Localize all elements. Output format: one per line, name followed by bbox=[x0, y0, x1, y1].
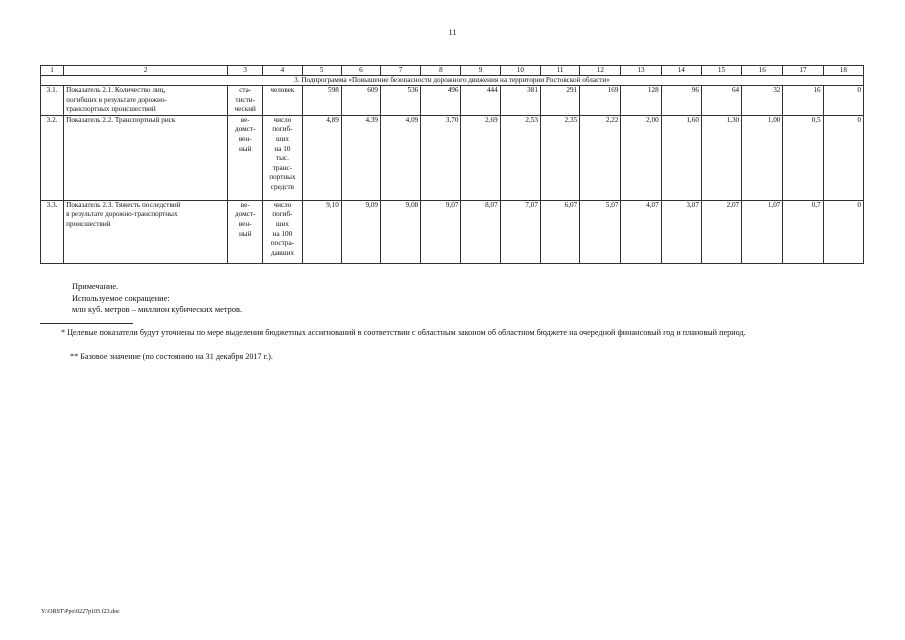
indicator-type-line: ве- bbox=[240, 115, 250, 124]
value-cell: 2,69 bbox=[461, 115, 500, 200]
value-cell: 9,09 bbox=[341, 200, 380, 263]
indicator-type-line: домст- bbox=[235, 210, 256, 219]
unit bbox=[263, 200, 302, 263]
header-cell: 18 bbox=[823, 66, 863, 76]
unit bbox=[263, 115, 302, 200]
row-number: 3.2. bbox=[41, 115, 64, 200]
footer-file-path: Y:\ORST\Ppo\0227p105.f23.doc bbox=[41, 609, 120, 615]
notes-block bbox=[72, 281, 242, 316]
indicator-name bbox=[64, 200, 228, 263]
unit-line: тыс. bbox=[275, 154, 289, 163]
header-cell: 14 bbox=[661, 66, 701, 76]
header-cell: 9 bbox=[461, 66, 500, 76]
value-cell: 2,53 bbox=[500, 115, 540, 200]
notes-abbr-title: Используемое сокращение: bbox=[72, 293, 170, 303]
value-cell: 169 bbox=[580, 86, 621, 116]
indicator-name-line: транспортных происшествий bbox=[66, 105, 156, 114]
indicator-type-line: тисти- bbox=[235, 95, 255, 104]
header-cell: 5 bbox=[302, 66, 341, 76]
indicator-type-line: домст- bbox=[235, 125, 256, 134]
unit-line: ших bbox=[275, 134, 289, 143]
value-cell: 3,07 bbox=[661, 200, 701, 263]
table-row bbox=[41, 200, 864, 263]
value-cell: 381 bbox=[500, 86, 540, 116]
value-cell: 2,00 bbox=[621, 115, 661, 200]
unit-line: портных bbox=[269, 173, 296, 182]
indicator-name-line: в результате дорожно-транспортных bbox=[66, 210, 178, 219]
value-cell: 64 bbox=[701, 86, 741, 116]
value-cell: 1,00 bbox=[742, 115, 783, 200]
header-cell: 15 bbox=[701, 66, 741, 76]
unit-line: человек bbox=[270, 86, 295, 94]
value-cell: 2,22 bbox=[580, 115, 621, 200]
unit-line: погиб- bbox=[272, 210, 293, 219]
value-cell: 1,60 bbox=[661, 115, 701, 200]
value-cell: 3,70 bbox=[421, 115, 461, 200]
header-cell: 11 bbox=[540, 66, 579, 76]
value-cell: 0,5 bbox=[783, 115, 823, 200]
value-cell: 609 bbox=[341, 86, 380, 116]
value-cell: 4,89 bbox=[302, 115, 341, 200]
value-cell: 444 bbox=[461, 86, 500, 116]
value-cell: 8,07 bbox=[461, 200, 500, 263]
header-cell: 4 bbox=[263, 66, 302, 76]
footnote-separator bbox=[40, 323, 133, 324]
value-cell: 1,30 bbox=[701, 115, 741, 200]
value-cell: 16 bbox=[783, 86, 823, 116]
value-cell: 4,39 bbox=[341, 115, 380, 200]
notes-abbr-line: млн куб. метров – миллион кубических метров. bbox=[72, 305, 243, 314]
value-cell: 128 bbox=[621, 86, 661, 116]
row-number: 3.1. bbox=[41, 86, 64, 116]
indicator-type bbox=[228, 200, 263, 263]
indicator-name-line: Показатель 2.2. Транспортный риск bbox=[66, 115, 176, 124]
value-cell: 9,10 bbox=[302, 200, 341, 263]
indicator-type-line: вен- bbox=[238, 219, 252, 228]
indicator-table bbox=[40, 65, 864, 264]
header-cell: 7 bbox=[381, 66, 421, 76]
header-cell: 16 bbox=[742, 66, 783, 76]
unit-line: на 10 bbox=[274, 144, 291, 153]
section-title: 3. Подпрограмма «Повышение безопасности дорожного движения на территории Ростовской области» bbox=[41, 76, 864, 86]
header-row bbox=[41, 66, 864, 76]
header-cell: 13 bbox=[621, 66, 661, 76]
value-cell: 4,07 bbox=[621, 200, 661, 263]
header-cell: 12 bbox=[580, 66, 621, 76]
unit-line: средств bbox=[270, 182, 295, 191]
indicator-type-line: ный bbox=[238, 144, 252, 153]
indicator-type-line: ческий bbox=[234, 105, 256, 114]
value-cell: 96 bbox=[661, 86, 701, 116]
notes-title: Примечание. bbox=[72, 282, 119, 291]
value-cell: 0 bbox=[823, 200, 863, 263]
value-cell: 32 bbox=[742, 86, 783, 116]
header-cell: 6 bbox=[341, 66, 380, 76]
value-cell: 291 bbox=[540, 86, 579, 116]
value-cell: 7,07 bbox=[500, 200, 540, 263]
footnote-1: * Целевые показатели будут уточнены по мере выделения бюджетных ассигнований в соответствии с областным законом об областном бюджете на очередной финансовый год и плановый период. bbox=[61, 328, 746, 337]
indicator-name-line: происшествий bbox=[66, 219, 111, 228]
footnote-2: ** Базовое значение (по состоянию на 31 декабря 2017 г.). bbox=[70, 352, 273, 361]
value-cell: 496 bbox=[421, 86, 461, 116]
indicator-type bbox=[228, 86, 263, 116]
unit-line: на 100 bbox=[272, 229, 293, 238]
indicator-type-line: ный bbox=[238, 229, 252, 238]
value-cell: 1,07 bbox=[742, 200, 783, 263]
header-cell: 2 bbox=[64, 66, 228, 76]
value-cell: 2,07 bbox=[701, 200, 741, 263]
unit-line: давших bbox=[270, 248, 295, 257]
value-cell: 0 bbox=[823, 86, 863, 116]
row-number: 3.3. bbox=[41, 200, 64, 263]
header-cell: 1 bbox=[41, 66, 64, 76]
value-cell: 2,35 bbox=[540, 115, 579, 200]
indicator-name-line: Показатель 2.1. Количество лиц, bbox=[66, 86, 166, 94]
header-cell: 3 bbox=[228, 66, 263, 76]
value-cell: 9,08 bbox=[381, 200, 421, 263]
unit-line: постра- bbox=[270, 239, 295, 248]
indicator-name bbox=[64, 86, 228, 116]
value-cell: 5,07 bbox=[580, 200, 621, 263]
unit-line: транс- bbox=[272, 163, 293, 172]
indicator-name bbox=[64, 115, 228, 200]
indicator-type-line: ста- bbox=[239, 86, 252, 94]
value-cell: 9,07 bbox=[421, 200, 461, 263]
value-cell: 6,07 bbox=[540, 200, 579, 263]
table-row bbox=[41, 86, 864, 116]
value-cell: 598 bbox=[302, 86, 341, 116]
header-cell: 8 bbox=[421, 66, 461, 76]
unit-line: число bbox=[273, 200, 292, 209]
value-cell: 0 bbox=[823, 115, 863, 200]
indicator-name-line: погибших в результате дорожно- bbox=[66, 95, 167, 104]
unit-line: погиб- bbox=[272, 125, 293, 134]
indicator-type bbox=[228, 115, 263, 200]
unit bbox=[263, 86, 302, 116]
unit-line: число bbox=[273, 115, 292, 124]
indicator-type-line: ве- bbox=[240, 200, 250, 209]
indicator-type-line: вен- bbox=[238, 134, 252, 143]
page-number: 11 bbox=[448, 28, 457, 37]
table-row bbox=[41, 115, 864, 200]
value-cell: 4,09 bbox=[381, 115, 421, 200]
value-cell: 0,7 bbox=[783, 200, 823, 263]
indicator-name-line: Показатель 2.3. Тяжесть последствий bbox=[66, 200, 181, 209]
unit-line: ших bbox=[275, 219, 289, 228]
section-row bbox=[41, 76, 864, 86]
header-cell: 17 bbox=[783, 66, 823, 76]
value-cell: 536 bbox=[381, 86, 421, 116]
header-cell: 10 bbox=[500, 66, 540, 76]
